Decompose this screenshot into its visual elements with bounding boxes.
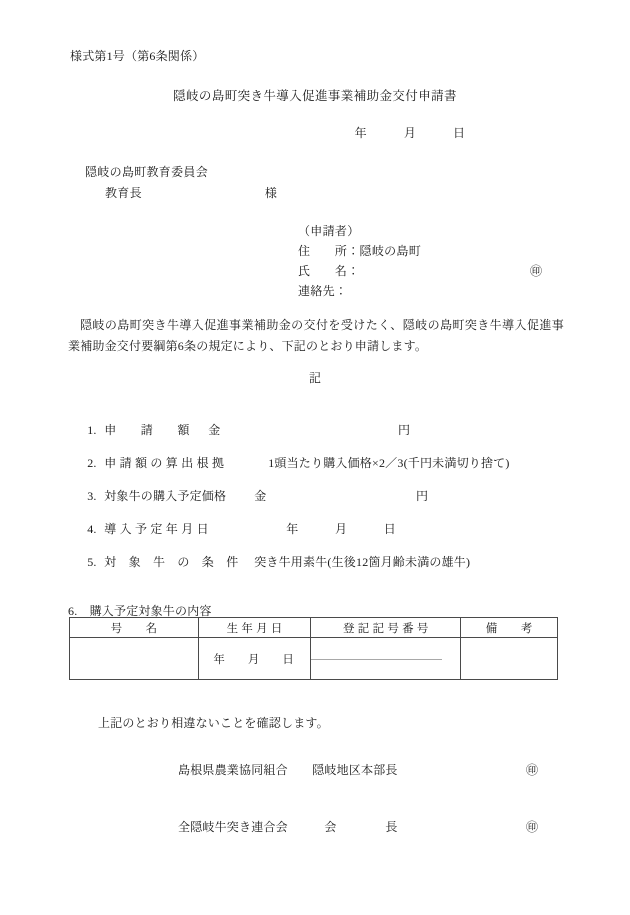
table-header-row xyxy=(70,618,558,638)
ki-mark: 記 xyxy=(308,371,321,385)
table-caption: 6. 購入予定対象牛の内容 xyxy=(68,604,212,618)
applicant-block xyxy=(298,221,543,301)
cell-name[interactable] xyxy=(70,638,199,680)
item-label: 申 請 額 の 算 出 根 拠 xyxy=(104,456,225,470)
item-number: 1. xyxy=(87,423,97,437)
applicant-address-row xyxy=(298,241,421,261)
column-header-birthdate: 生 年 月 日 xyxy=(198,618,310,638)
item-label: 対象牛の購入予定価格 xyxy=(104,489,227,503)
list-item xyxy=(68,472,568,505)
form-number: 様式第1号（第6条関係） xyxy=(70,49,205,63)
signature-organization: 島根県農業協同組合 隠岐地区本部長 xyxy=(178,763,398,777)
table-row xyxy=(70,638,558,680)
item-unit: 円 xyxy=(398,423,411,437)
item-label: 導 入 予 定 年 月 日 xyxy=(104,522,209,536)
seal-icon: ㊞ xyxy=(526,820,539,834)
seal-icon: ㊞ xyxy=(526,763,539,777)
item-number: 3. xyxy=(87,489,97,503)
cell-birthdate[interactable]: 年 月 日 xyxy=(198,638,310,680)
applicant-contact-label: 連絡先： xyxy=(298,284,348,298)
item-number: 5. xyxy=(87,555,97,569)
item-value: 1頭当たり購入価格×2／3(千円未満切り捨て) xyxy=(268,456,510,470)
item-value[interactable]: 金 xyxy=(254,489,267,503)
column-header-name: 号 名 xyxy=(70,618,199,638)
page-title: 隠岐の島町突き牛導入促進事業補助金交付申請書 xyxy=(173,89,457,103)
applicant-name-label: 氏 名： xyxy=(298,264,360,278)
item-value[interactable]: 金 xyxy=(208,423,221,437)
list-item xyxy=(68,406,568,439)
addressee-honorific: 様 xyxy=(264,186,278,200)
item-label: 申 請 額 xyxy=(104,423,190,437)
seal-icon: ㊞ xyxy=(530,264,543,278)
applicant-address-label: 住 所： xyxy=(298,244,360,258)
item-number: 2. xyxy=(87,456,97,470)
addressee-person-title: 教育長 xyxy=(105,186,142,200)
cell-registration[interactable] xyxy=(311,638,461,680)
signature-line xyxy=(178,818,539,835)
column-header-note: 備 考 xyxy=(461,618,558,638)
item-label: 対 象 牛 の 条 件 xyxy=(104,555,239,569)
list-item xyxy=(68,505,568,538)
item-value: 突き牛用素牛(生後12箇月齢未満の雄牛) xyxy=(254,555,471,569)
body-paragraph: 隠岐の島町突き牛導入促進事業補助金の交付を受けたく、隠岐の島町突き牛導入促進事業補助金交付要綱第6条の規定により、下記のとおり申請します。 xyxy=(68,318,564,353)
applicant-name-row xyxy=(298,261,543,281)
list-item xyxy=(68,538,568,571)
applicant-contact-row xyxy=(298,281,421,301)
item-value[interactable]: 年 月 日 xyxy=(286,522,397,536)
signature-organization: 全隠岐牛突き連合会 会 長 xyxy=(178,820,398,834)
addressee-person xyxy=(105,186,277,200)
cow-details-table xyxy=(69,617,558,680)
cell-note[interactable] xyxy=(461,638,558,680)
list-item xyxy=(68,439,568,472)
addressee-organization: 隠岐の島町教育委員会 xyxy=(85,165,209,179)
item-unit: 円 xyxy=(416,489,429,503)
signature-line xyxy=(178,761,539,778)
document-date-line: 年 月 日 xyxy=(354,126,466,140)
registration-rule-line xyxy=(311,659,442,660)
addressee-spacer xyxy=(142,186,265,200)
applicant-address-value[interactable]: 隠岐の島町 xyxy=(359,244,422,258)
item-number: 4. xyxy=(87,522,97,536)
item-list xyxy=(68,406,568,571)
confirmation-text: 上記のとおり相違ないことを確認します。 xyxy=(98,716,329,730)
applicant-heading: （申請者） xyxy=(298,224,360,238)
column-header-registration: 登 記 記 号 番 号 xyxy=(311,618,461,638)
